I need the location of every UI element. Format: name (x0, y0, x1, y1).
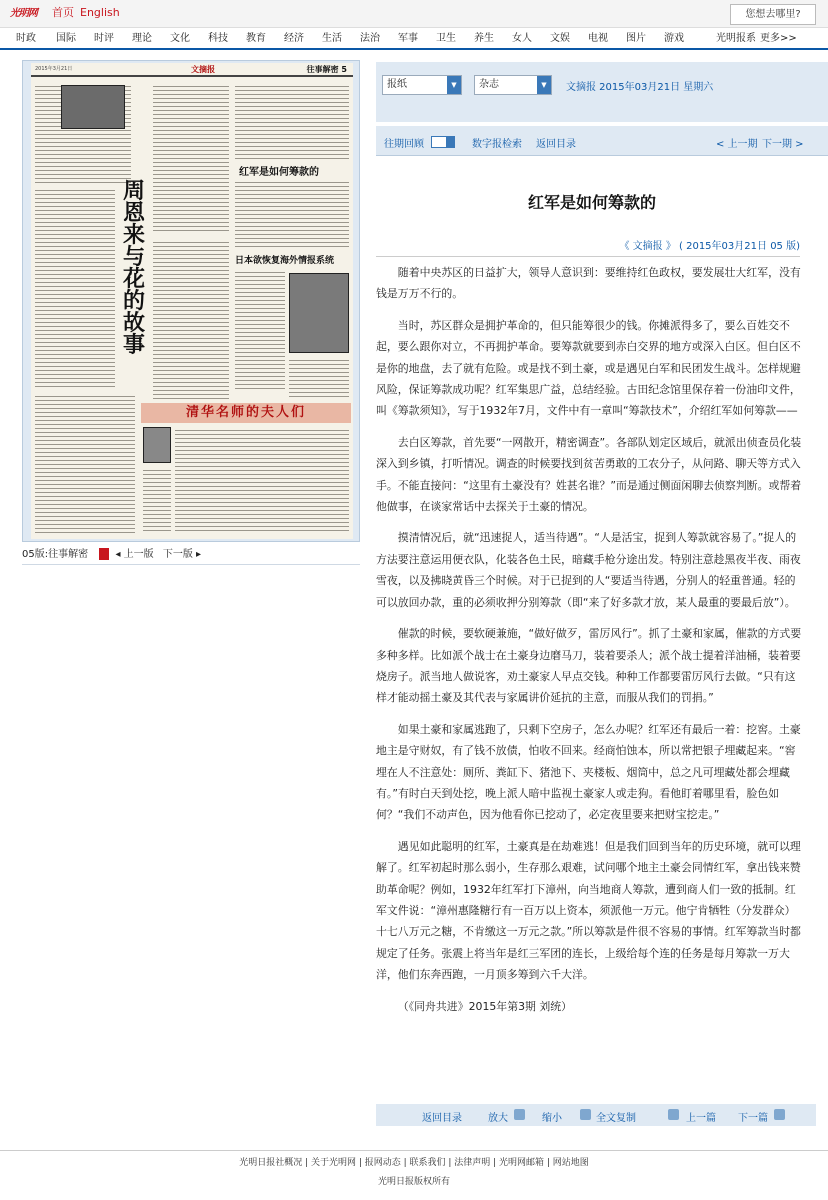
nav-item[interactable]: 国际 (56, 33, 76, 44)
footer-links[interactable]: 光明日报社概况 | 关于光明网 | 报网动态 | 联系我们 | 法律声明 | 光明网邮箱 | 网站地图 (239, 1158, 589, 1168)
paper-headline-mid: 日本欲恢复海外情报系统 (235, 256, 335, 266)
nav-item[interactable]: 文化 (170, 33, 190, 44)
source-date: ( 2015年03月21日 (679, 241, 767, 252)
search-input[interactable]: 您想去哪里? (730, 4, 816, 25)
newspaper-page-image[interactable] (31, 63, 353, 539)
paper-photo (143, 427, 171, 463)
nav-item[interactable]: 文娱 (550, 33, 570, 44)
issue-date: 文摘报 2015年03月21日 星期六 (566, 82, 714, 93)
article-paragraph: 催款的时候，要软硬兼施，“做好做歹，雷厉风行”。抓了土豪和家属，催款的方式要多种多样。比如派个战士在土豪身边磨马刀，装着要杀人；派个战士提着洋油桶，装着要烧房子。派当地人做说客，劝土豪家人早点交钱。种种工作都要雷厉风行去做。“只有这样才能动摇土豪及其代表与家属讲价延抗的主意，而服从我们的罚捐。” (376, 627, 802, 705)
next-article-button[interactable]: 下一篇 (738, 1113, 768, 1124)
home-link[interactable]: 首页 (52, 6, 74, 19)
nav-item[interactable]: 军事 (398, 33, 418, 44)
history-link[interactable]: 往期回顾 (384, 139, 424, 150)
copyright: 光明日报版权所有 (377, 1177, 450, 1187)
site-footer (0, 1150, 828, 1187)
top-bar (0, 0, 828, 28)
english-link[interactable]: English (80, 6, 120, 19)
nav-item[interactable]: 时政 (16, 33, 36, 44)
article-body (376, 262, 806, 1017)
article-paragraph: 遇见如此聪明的红军，土豪真是在劫难逃！但是我们回到当年的历史环境，就可以理解了。红军初起时那么弱小，生存那么艰难，试问哪个地主土豪会同情红军，拿出钱来赞助革命呢？例如，1932年红军打下漳州，向当地商人筹款，遭到商人们一致的抵制。红军文件说：“漳州惠隆糖行有一百万以上资本，须派他一万元。他宁肯牺牲（分发群众）十七八万元之糖，不肯缴这一万元之款。”所以筹款是件很不容易的事情。红军筹款当时都规定了任务。张震上将当年是红三军团的连长，上级给每个连的任务是每月筹款一万大洋，他们东奔西跑，一月顶多筹到六千大洋。 (376, 839, 801, 982)
pdf-icon[interactable] (99, 548, 109, 560)
chevron-down-icon: ▼ (537, 76, 551, 94)
nav-item[interactable]: 卫生 (436, 33, 456, 44)
site-logo[interactable]: 光明网 (10, 8, 37, 19)
prev-issue-link[interactable]: < 上一期 (716, 139, 758, 150)
article-paragraph: 摸清情况后，就“迅速捉人，适当待遇”。“人是活宝，捉到人筹款就容易了。”捉人的方法要注意运用便衣队，化装各色土民，暗藏手枪分途出发。特别注意趁黑夜半夜、雨夜雪夜，以及拂晓黄昏三个时候。对于已捉到的人“要适当待遇，分别人的轻重普通。轻的可以放回办款，重的必须收押分别筹款（即“来了好多款才放，某人最重的要最后放”）。 (376, 531, 801, 609)
article-toolbar (376, 1104, 816, 1126)
article-paragraph: 随着中央苏区的日益扩大，领导人意识到：要维持红色政权，要发展壮大红军，没有钱是万万不行的。 (376, 266, 801, 301)
paper-text-block (235, 269, 285, 389)
paper-text-block (35, 187, 115, 387)
nav-item[interactable]: 科技 (208, 33, 228, 44)
paper-text-block (289, 357, 349, 397)
nav-item[interactable]: 经济 (284, 33, 304, 44)
nav-item[interactable]: 游戏 (664, 33, 684, 44)
article-title: 红军是如何筹款的 (527, 193, 656, 212)
nav-item[interactable]: 电视 (588, 33, 608, 44)
article-paragraph: 去白区筹款，首先要“一网散开，精密调查”。各部队划定区域后，就派出侦查员化装深入到乡镇，打听情况。调查的时候要找到贫苦勇敢的工农分子，从问路、聊天等方式入手。不能直接问：“这里有土豪没有？姓甚名谁？”而是通过侧面闲聊去侦察判断。或帮着他做事，在谈家常话中去探关于土豪的情况。 (376, 435, 802, 514)
publication-select[interactable]: 杂志 ▼ (474, 75, 552, 95)
page-nav (22, 545, 360, 565)
next-issue-link[interactable]: 下一期 > (762, 139, 804, 150)
paper-text-block (175, 427, 349, 533)
page-label: 05版:往事解密 (22, 549, 89, 560)
nav-item[interactable]: 图片 (626, 33, 646, 44)
article-citation: （《同舟共进》2015年第3期 刘统） (397, 999, 573, 1013)
next-page-link[interactable]: 下一版 ▸ (162, 549, 202, 560)
paper-text-block (35, 393, 135, 533)
copy-icon[interactable] (580, 1109, 591, 1120)
paper-text-block (235, 179, 349, 249)
calendar-icon[interactable] (431, 136, 455, 148)
nav-item[interactable]: 理论 (132, 33, 152, 44)
paper-headline-band: 清华名师的夫人们 (141, 403, 351, 423)
issue-selector-bar (376, 62, 828, 122)
paper-title: 文摘报 (191, 65, 215, 74)
source-page: 05 版) (770, 241, 800, 252)
paper-headline-right: 红军是如何筹款的 (239, 167, 319, 178)
paper-text-block (235, 83, 349, 161)
paper-photo (61, 85, 125, 129)
type-select[interactable]: 报纸 ▼ (382, 75, 462, 95)
zoom-in-button[interactable]: 放大 (488, 1113, 508, 1124)
nav-item[interactable]: 光明报系 (716, 33, 756, 44)
zoom-in-icon[interactable] (514, 1109, 525, 1120)
article-paragraph: 如果土豪和家属逃跑了，只剩下空房子，怎么办呢？红军还有最后一着：挖窖。土豪地主是守财奴，有了钱不放债，怕收不回来。经商怕蚀本，所以常把银子埋藏起来。“窖埋在人不注意处：厕所、粪缸下、猪池下、夹楼板、烟筒中，总之凡可埋藏处都会埋藏有。”有时白天到处挖，晚上派人暗中监视土豪家人或走狗。看他盯着哪里看，脸色如何？“我们不动声色，因为他看你已挖动了，必定夜里要来把财宝挖走。” (376, 722, 801, 822)
prev-page-link[interactable]: ◂ 上一版 (115, 549, 154, 560)
paper-photo (289, 273, 349, 353)
article-source (376, 237, 800, 257)
paper-headline-vertical: 周恩来与花的故事 (122, 179, 145, 358)
back-button[interactable]: 返回目录 (422, 1113, 462, 1124)
nav-item[interactable]: 更多>> (760, 33, 797, 44)
paper-text-block (153, 83, 229, 233)
zoom-out-button[interactable]: 缩小 (542, 1113, 562, 1124)
digital-search-link[interactable]: 数字报检索 (472, 139, 522, 150)
nav-item[interactable]: 时评 (94, 33, 114, 44)
nav-item[interactable]: 生活 (322, 33, 342, 44)
newspaper-page-panel (22, 60, 360, 542)
nav-item[interactable]: 女人 (512, 33, 532, 44)
prev-article-icon[interactable] (668, 1109, 679, 1120)
paper-date: 2015年3月21日 (35, 66, 73, 72)
issue-nav-bar (376, 126, 828, 156)
main-nav (0, 28, 828, 50)
nav-item[interactable]: 教育 (246, 33, 266, 44)
back-to-list-link[interactable]: 返回目录 (536, 139, 576, 150)
nav-item[interactable]: 法治 (360, 33, 380, 44)
chevron-down-icon: ▼ (447, 76, 461, 94)
paper-masthead (31, 63, 353, 77)
copy-all-button[interactable]: 全文复制 (596, 1113, 636, 1124)
article-paragraph: 当时，苏区群众是拥护革命的，但只能筹很少的钱。你摊派得多了，要么百姓交不起，要么跟你对立，不再拥护革命。要筹款就要到赤白交界的地方或深入白区。但白区不是你的地盘，去了就有危险。或是找不到土豪，或是遇见白军和民团发生战斗。怎样规避风险，保证筹款成功呢？红军集思广益，总结经验。古田纪念馆里保存着一份油印文件，叫《筹款须知》，写于1932年7月，文件中有一章叫“筹款技术”，介绍红军如何筹款—— (376, 318, 801, 418)
nav-item[interactable]: 养生 (474, 33, 494, 44)
paper-text-block (153, 239, 229, 399)
next-article-icon[interactable] (774, 1109, 785, 1120)
paper-section: 往事解密 5 (306, 65, 347, 74)
paper-text-block (143, 467, 171, 533)
prev-article-button[interactable]: 上一篇 (686, 1113, 716, 1124)
source-link[interactable]: 《 文摘报 》 (619, 241, 676, 252)
